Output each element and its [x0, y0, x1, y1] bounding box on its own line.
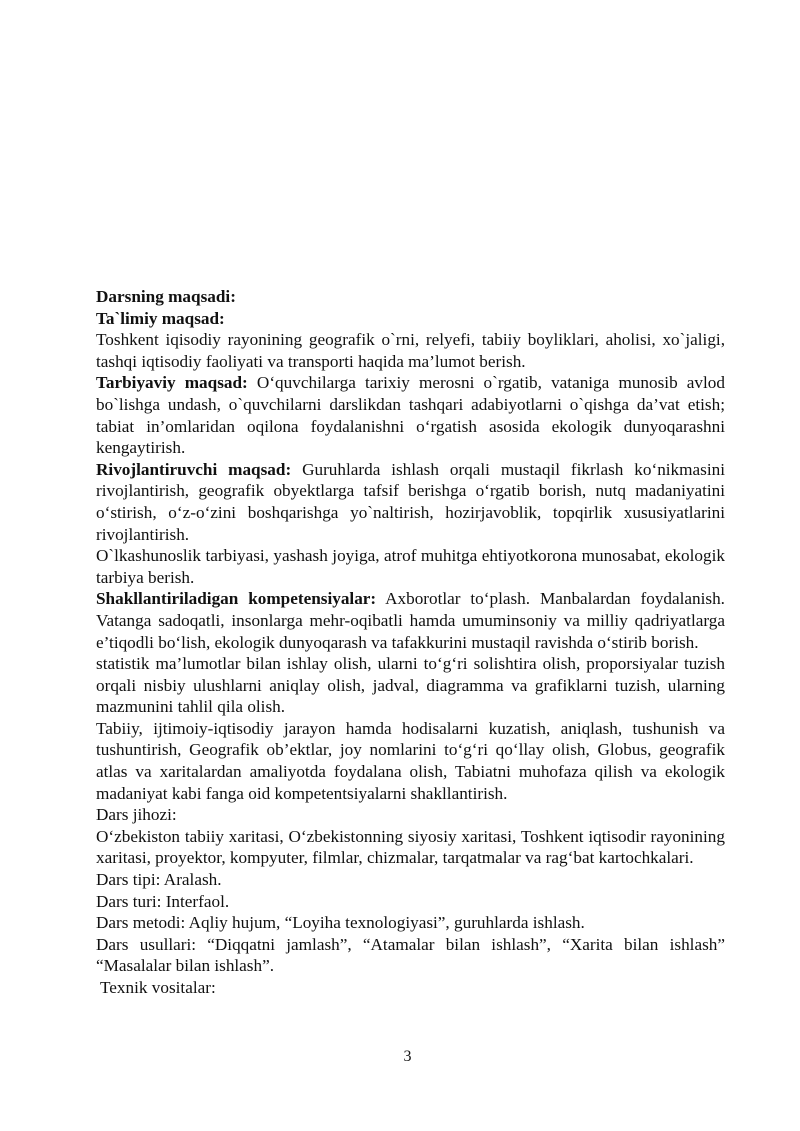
kompetensiya-label: Shakllantiriladigan kompetensiyalar:	[96, 589, 377, 609]
jihozi-label: Dars jihozi:	[96, 805, 177, 825]
dars-metodi: Dars metodi: Aqliy hujum, “Loyiha texnologiyasi”, guruhlarda ishlash.	[96, 913, 585, 933]
tarbiyaviy-label: Tarbiyaviy maqsad:	[96, 373, 248, 393]
page-number: 3	[403, 1048, 412, 1065]
statistik-paragraph: statistik ma’lumotlar bilan ishlay olish, ularni to‘g‘ri solishtira olish, proporsiyalar tuzish orqali nisbiy ulushlarni aniqlay olish, jadval, diagramma va grafiklarni tuzish, ularning mazmunini tahlil qila olish.	[96, 654, 725, 717]
tarbiyaviy-paragraph	[96, 372, 725, 458]
tabiiy-paragraph: Tabiiy, ijtimoiy-iqtisodiy jarayon hamda hodisalarni kuzatish, aniqlash, tushunish va tushuntirish, Geografik ob’ektlar, joy nomlarini to‘g‘ri qo‘llay olish, Globus, geografik atlas va xaritalardan amaliyotda foydalana olish, Tabiatni muhofaza qilish va ekologik madaniyat kabi fanga oid kompetentsiyalarni shakllantirish.	[96, 718, 725, 803]
tarbiyaviy-text: O‘quvchilarga tarixiy merosni o`rgatib, vataniga munosib avlod bo`lishga undash, o`quvchilarni darslikdan tashqari adabiyotlarni o`qishga da’vat etish; tabiat in’omlaridan oqilona foydalanishni o‘rgatish asosida ekologik dunyoqarashni kengaytirish.	[96, 373, 725, 458]
dars-turi: Dars turi: Interfaol.	[96, 891, 230, 911]
dars-usullari: Dars usullari: “Diqqatni jamlash”, “Atamalar bilan ishlash”, “Xarita bilan ishlash” “Masalalar bilan ishlash”.	[96, 934, 725, 976]
rivojlantiruvchi-text: Guruhlarda ishlash orqali mustaqil fikrlash ko‘nikmasini rivojlantirish, geografik obyektlarga tafsif berishga o‘rgatib borish, nutq madaniyatini o‘stirish, o‘z-o‘zini boshqarishga yo`naltirish, hozirjavoblik, topqirlik xususiyatlarini rivojlantirish.	[96, 459, 725, 544]
talimiy-paragraph: Toshkent iqisodiy rayonining geografik o`rni, relyefi, tabiiy boyliklari, aholisi, xo`jaligi, tashqi iqtisodiy faoliyati va transporti haqida ma’lumot berish.	[96, 330, 725, 371]
dars-tipi: Dars tipi: Aralash.	[96, 870, 222, 890]
jihozi-paragraph: O‘zbekiston tabiiy xaritasi, O‘zbekistonning siyosiy xaritasi, Toshkent iqtisodir rayonining xaritasi, proyektor, kompyuter, filmlar, chizmalar, tarqatmalar va rag‘bat kartochkalari.	[96, 826, 725, 868]
talimiy-label: Ta`limiy maqsad:	[96, 308, 225, 328]
document-body	[96, 286, 725, 999]
kompetensiya-text: Axborotlar to‘plash. Manbalardan foydalanish. Vatanga sadoqatli, insonlarga mehr-oqibatli hamda umuminsoniy va milliy qadriyatlarga e’tiqodli bo‘lish, ekologik dunyoqarash va tafakkurini mustaqil ravishda o‘stirib borish.	[96, 589, 725, 652]
rivojlantiruvchi-paragraph	[96, 459, 725, 545]
kompetensiya-paragraph	[96, 588, 725, 653]
texnik-vositalar: Texnik vositalar:	[100, 978, 216, 997]
olkashunoslik-paragraph: O`lkashunoslik tarbiyasi, yashash joyiga, atrof muhitga ehtiyotkorona munosabat, ekologik tarbiya berish.	[96, 546, 725, 587]
section-heading: Darsning maqsadi:	[96, 287, 236, 306]
rivojlantiruvchi-label: Rivojlantiruvchi maqsad:	[96, 459, 292, 479]
